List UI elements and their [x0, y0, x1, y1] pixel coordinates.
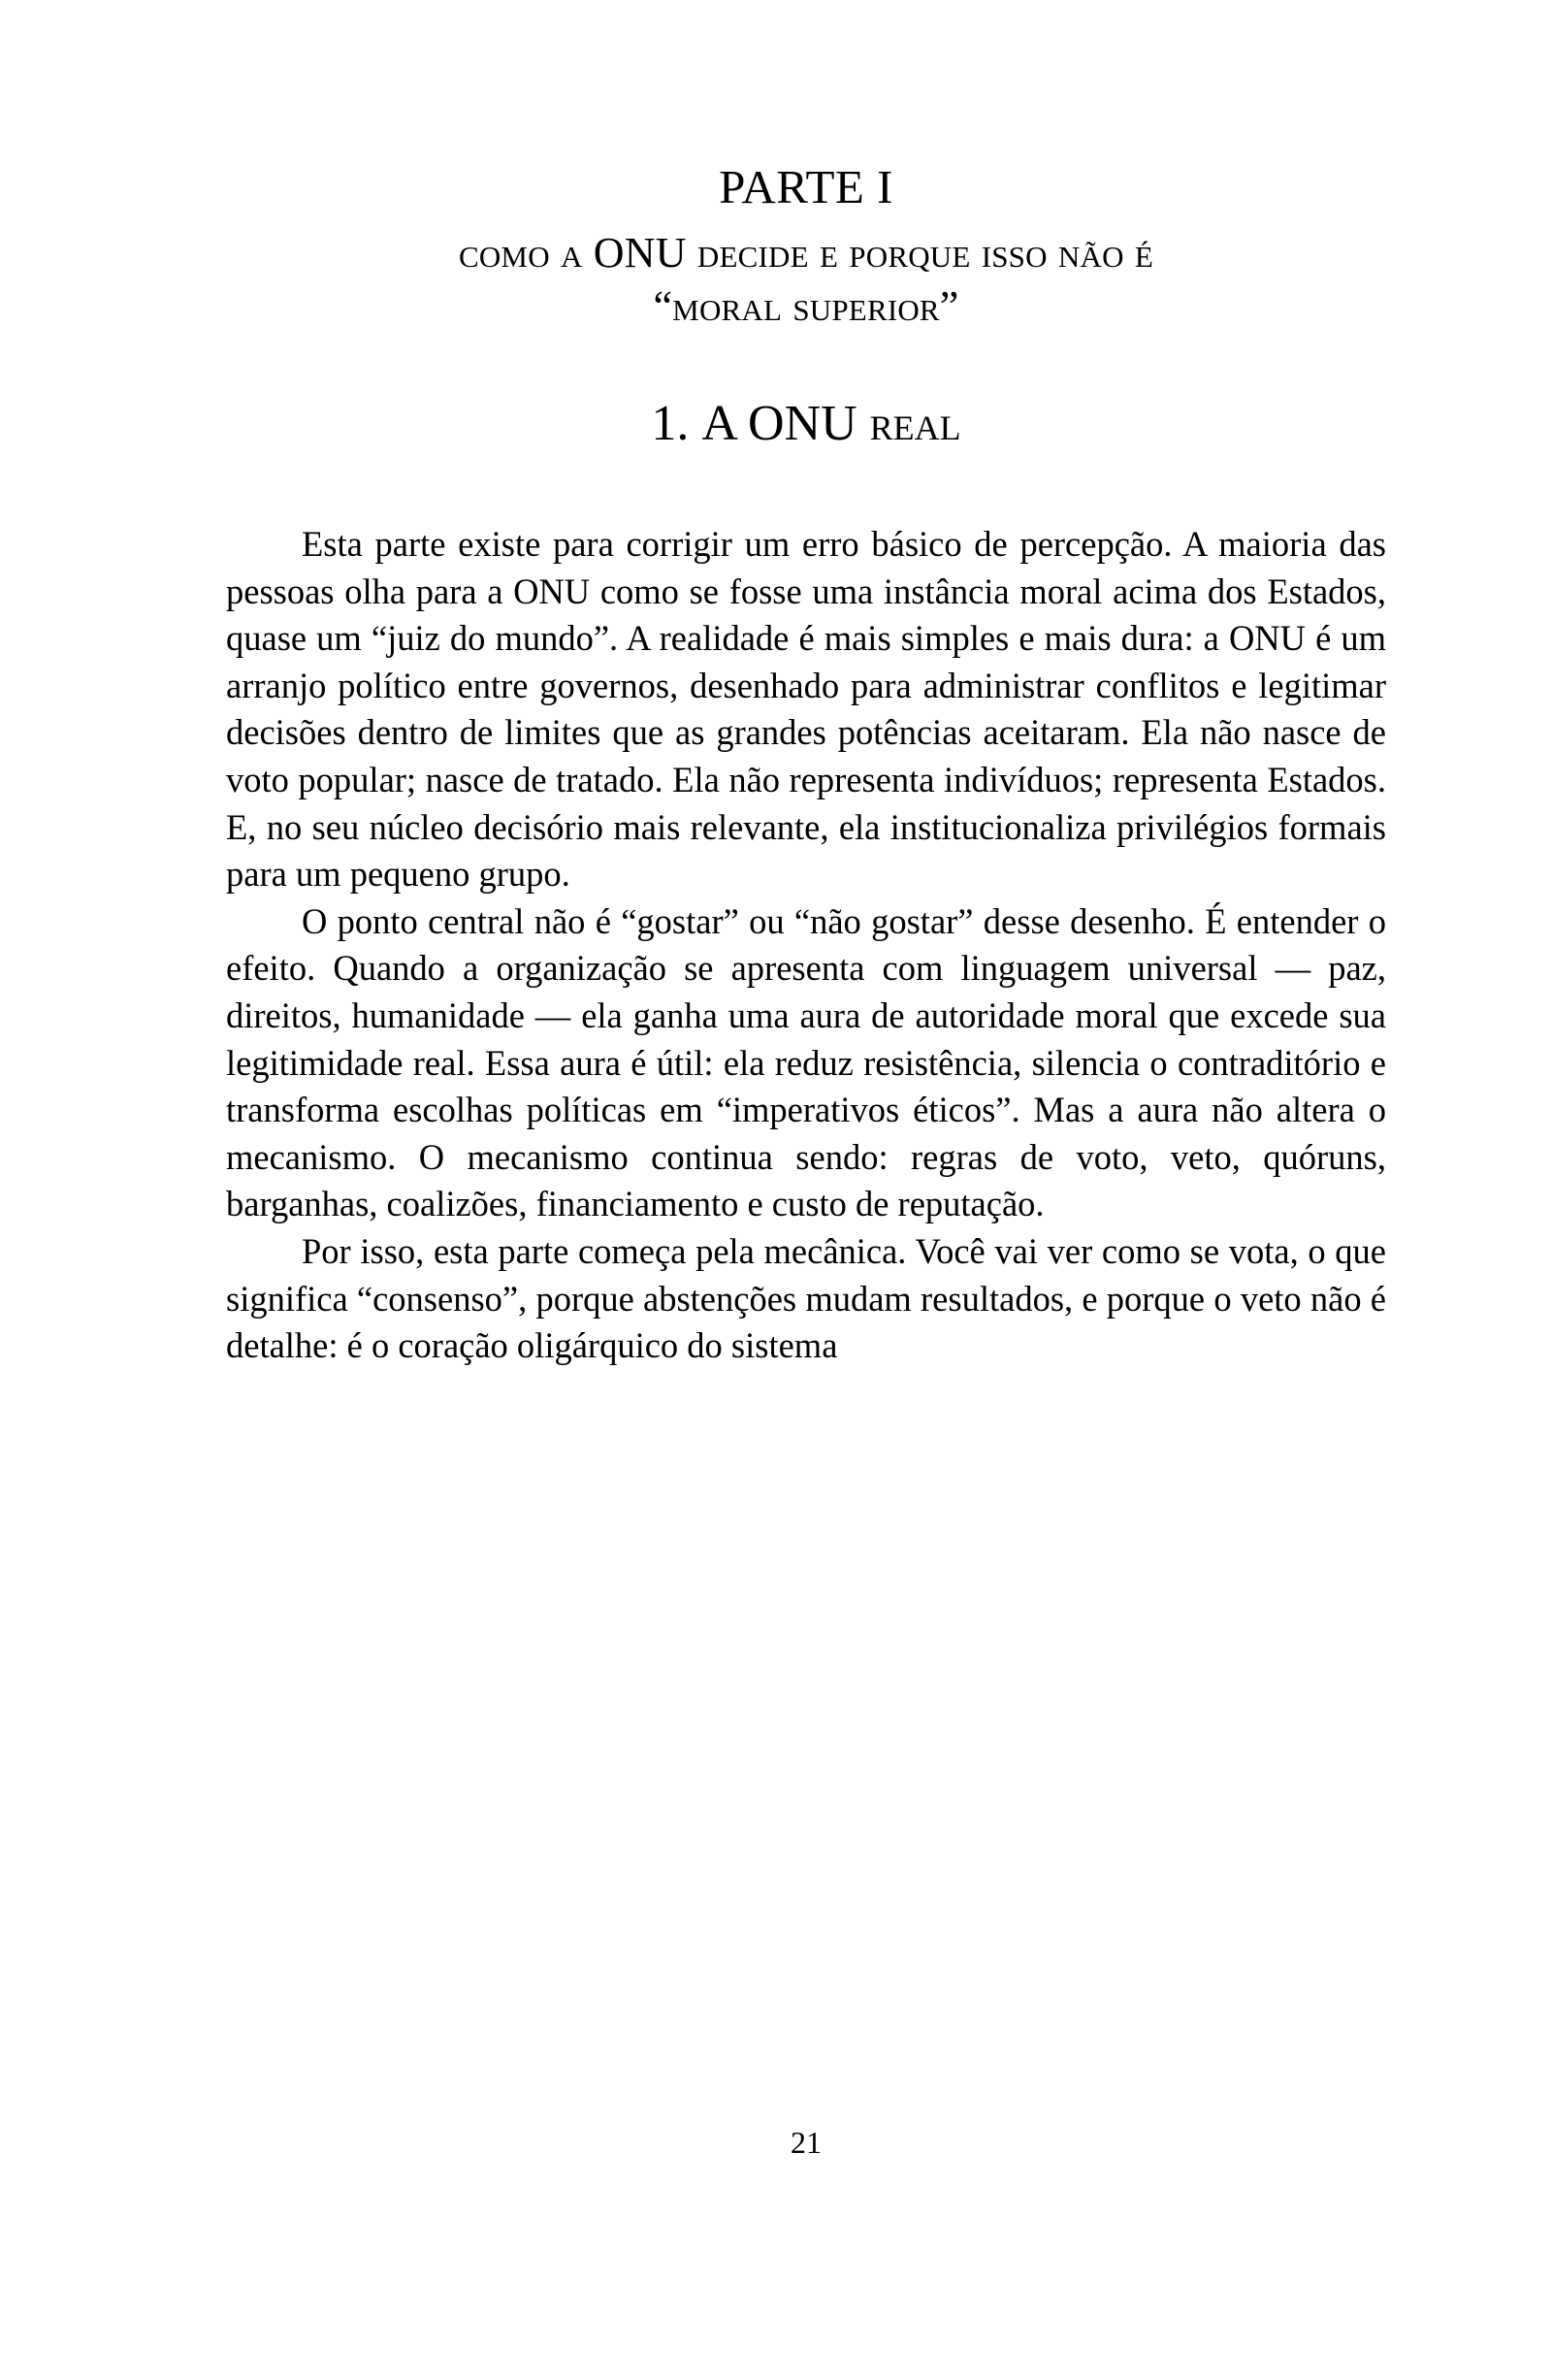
part-subtitle-line-2: “moral superior” — [653, 282, 959, 331]
part-subtitle-acronym: ONU — [593, 229, 687, 277]
body-text — [226, 521, 1386, 1370]
body-paragraph: O ponto central não é “gostar” ou “não gostar” desse desenho. É entender o efeito. Quando a organização se apresenta com linguagem universal — paz, direitos, humanidade — ela ganha uma aura de autoridade moral que excede sua legitimidade real. Essa aura é útil: ela reduz resistência, silencia o contraditório e transforma escolhas políticas em “imperativos éticos”. Mas a aura não altera o mecanismo. O mecanismo continua sendo: regras de voto, veto, quóruns, barganhas, coalizões, financiamento e custo de reputação. — [226, 900, 1386, 1224]
body-paragraph: Por isso, esta parte começa pela mecânica. Você vai ver como se vota, o que significa “consenso”, porque abstenções mudam resultados, e porque o veto não é detalhe: é o coração oligárquico do sistema — [226, 1230, 1386, 1366]
part-label: PARTE I — [719, 160, 893, 213]
part-subtitle-text-before-acronym: como a — [458, 229, 594, 277]
chapter-title-word: real — [869, 396, 961, 451]
part-subtitle-line-1 — [226, 226, 1386, 279]
text-column — [226, 0, 1386, 2380]
page-number: 21 — [791, 2125, 822, 2160]
part-title-block — [226, 160, 1386, 334]
chapter-number: 1. — [651, 396, 690, 451]
part-subtitle-text-after-acronym: decide e porque isso não é — [686, 229, 1154, 277]
chapter-title-acronym: A ONU — [701, 396, 857, 451]
part-subtitle — [226, 226, 1386, 334]
body-paragraph: Esta parte existe para corrigir um erro básico de percepção. A maioria das pessoas olha para a ONU como se fosse uma instância moral acima dos Estados, quase um “juiz do mundo”. A realidade é mais simples e mais dura: a ONU é um arranjo político entre governos, desenhado para administrar conflitos e legitimar decisões dentro de limites que as grandes potências aceitaram. Ela não nasce de voto popular; nasce de tratado. Ela não representa indivíduos; representa Estados. E, no seu núcleo decisório mais relevante, ela institucionaliza privilégios formais para um pequeno grupo. — [226, 524, 1386, 895]
chapter-heading — [226, 396, 1386, 451]
